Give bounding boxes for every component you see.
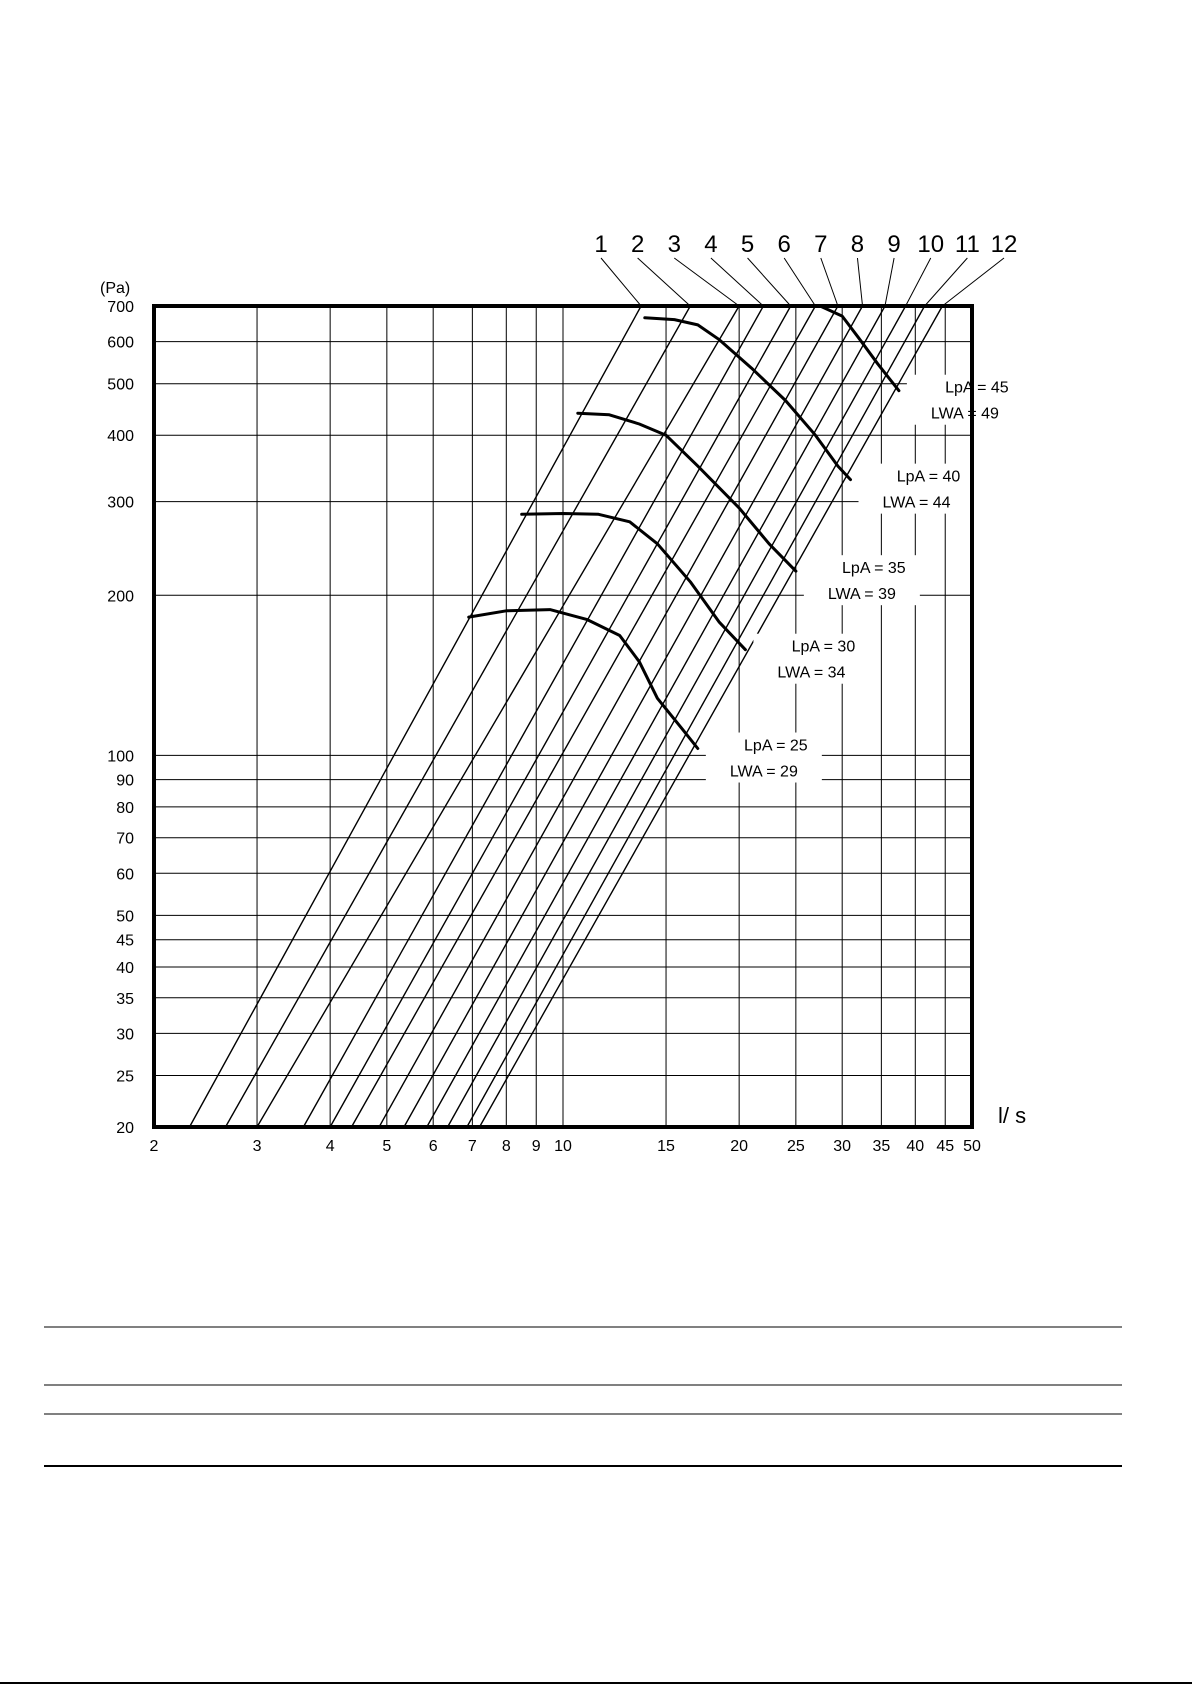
sound-label-lwa: LWA = 34 [777,664,846,682]
series-leader-7 [821,258,838,306]
y-tick-label: 25 [116,1068,134,1086]
x-tick-label: 20 [730,1138,749,1155]
series-label-9: 9 [887,231,901,258]
y-tick-label: 40 [116,959,134,977]
y-tick-label: 60 [116,866,134,884]
series-label-12: 12 [990,231,1018,258]
sound-label-lwa: LWA = 29 [729,763,798,781]
series-leader-4 [711,258,763,306]
tick-labels [107,299,981,1155]
series-leader-6 [784,258,815,306]
x-tick-label: 35 [872,1138,891,1155]
x-tick-label: 3 [252,1138,262,1155]
x-tick-label: 45 [936,1138,955,1155]
series-lines [190,306,943,1127]
sound-curve-1 [522,514,746,650]
series-leader-3 [674,258,739,306]
y-tick-label: 20 [116,1120,134,1137]
series-label-1: 1 [594,231,608,258]
x-tick-label: 7 [467,1138,477,1155]
x-unit-label: l/ s [998,1103,1027,1128]
table-lines [0,1327,1192,1683]
grid [154,306,972,1127]
y-tick-label: 35 [116,990,134,1008]
x-tick-label: 25 [786,1138,805,1155]
series-label-6: 6 [777,231,791,258]
series-leader-2 [638,258,691,306]
x-tick-label: 50 [963,1138,981,1155]
y-tick-label: 70 [116,830,134,848]
series-line-6 [352,306,816,1127]
series-line-4 [303,306,763,1127]
sound-label-lpa: LpA = 30 [791,638,856,656]
sound-label-lwa: LWA = 49 [930,405,999,423]
sound-label-lpa: LpA = 45 [945,379,1009,397]
sound-curve-0 [469,610,698,749]
x-tick-label: 2 [149,1138,159,1155]
series-label-3: 3 [667,231,681,258]
series-line-3 [257,306,739,1127]
x-tick-label: 8 [501,1138,511,1155]
y-tick-label: 90 [116,772,134,790]
series-leader-11 [925,258,968,306]
y-tick-label: 700 [107,299,134,316]
x-tick-label: 10 [554,1138,572,1155]
series-leader-8 [857,258,862,306]
sound-label-lwa: LWA = 44 [882,494,951,512]
y-tick-label: 300 [107,494,134,512]
y-unit-label: (Pa) [100,280,131,297]
x-tick-label: 40 [906,1138,925,1155]
x-tick-label: 5 [382,1138,392,1155]
series-leader-12 [942,258,1004,306]
series-label-8: 8 [850,231,865,258]
series-line-9 [427,306,885,1127]
x-tick-label: 4 [325,1138,335,1155]
x-tick-label: 9 [531,1138,541,1155]
y-tick-label: 400 [107,428,134,446]
series-leader-5 [748,258,791,306]
series-line-5 [330,306,791,1127]
series-line-11 [467,306,925,1127]
series-leader-10 [906,258,931,306]
series-labels [594,231,1017,306]
series-leader-9 [885,258,894,306]
y-tick-label: 600 [107,334,134,352]
y-tick-label: 500 [107,376,134,394]
sound-label-lpa: LpA = 35 [842,560,906,578]
sound-label-lpa: LpA = 25 [744,737,808,755]
sound-label-lwa: LWA = 39 [827,586,896,604]
series-line-7 [379,306,838,1127]
sound-curve-4 [820,306,899,391]
y-tick-label: 80 [116,799,134,817]
series-label-10: 10 [917,231,945,258]
series-leader-1 [601,258,641,306]
series-line-12 [480,306,943,1127]
y-tick-label: 50 [116,908,134,926]
y-tick-label: 45 [116,932,134,950]
y-tick-label: 30 [116,1026,134,1044]
x-tick-label: 30 [833,1138,852,1155]
y-tick-label: 200 [107,588,134,606]
series-line-10 [448,306,906,1127]
series-label-2: 2 [630,231,645,258]
x-tick-label: 15 [657,1138,675,1155]
series-line-2 [226,306,691,1127]
series-label-4: 4 [704,231,718,258]
x-tick-label: 6 [428,1138,438,1155]
sound-label-lpa: LpA = 40 [896,468,961,486]
series-label-7: 7 [814,231,828,258]
series-label-5: 5 [740,231,755,258]
series-label-11: 11 [954,231,980,258]
y-tick-label: 100 [107,748,134,766]
